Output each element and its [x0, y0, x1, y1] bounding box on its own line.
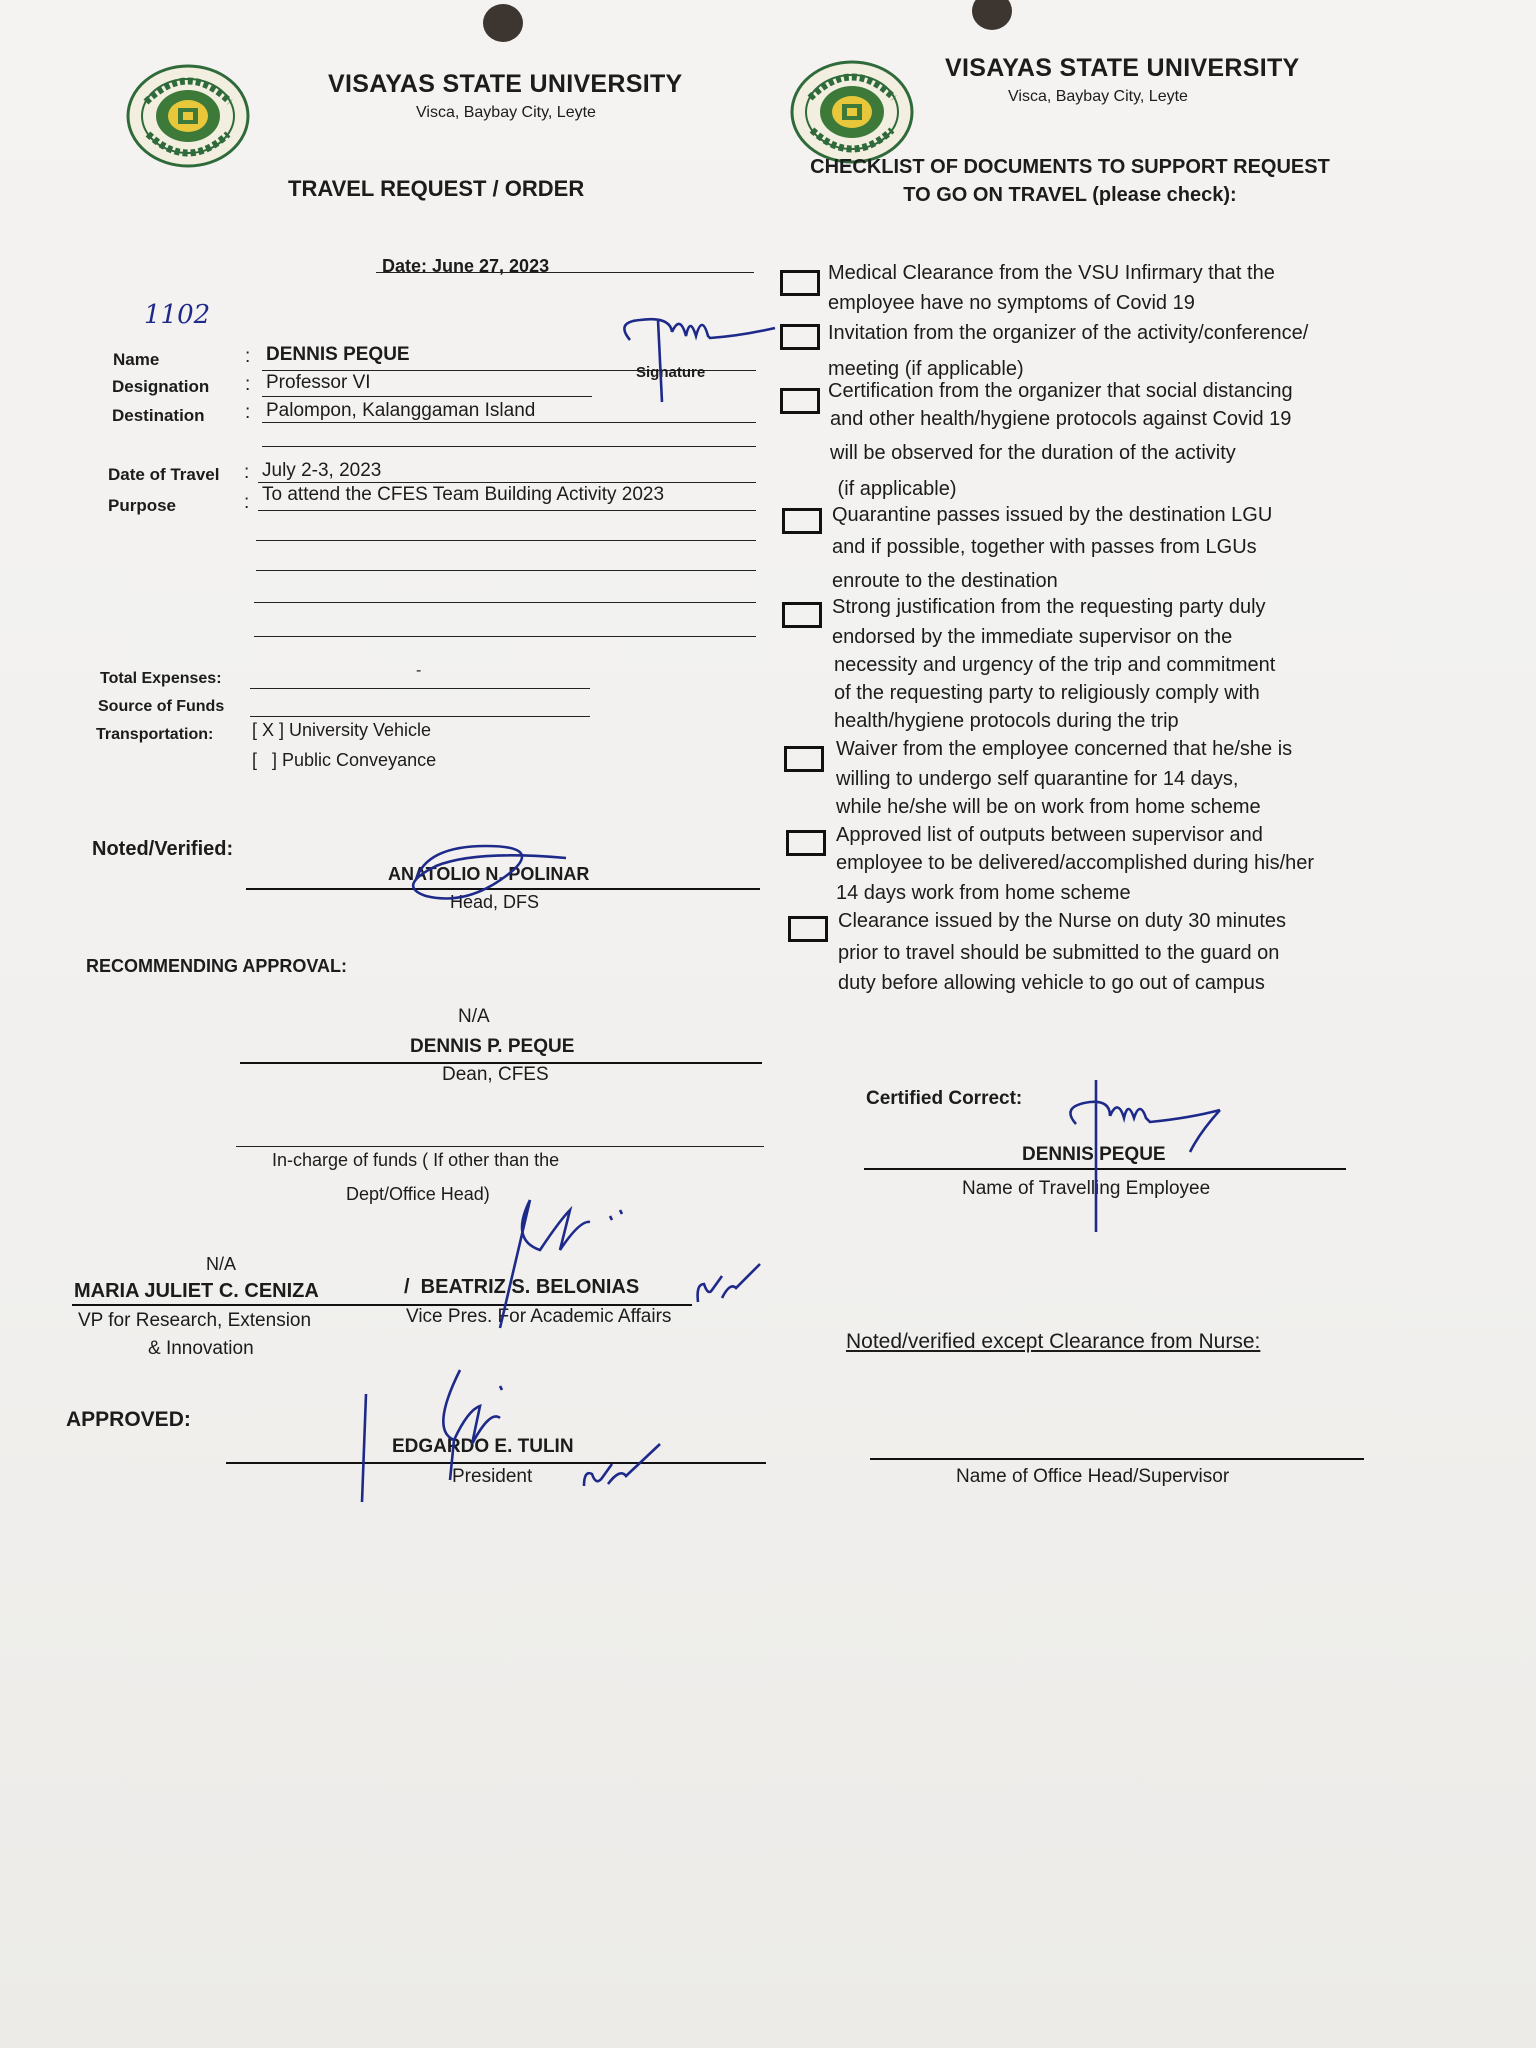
checklist-item-5-line3: necessity and urgency of the trip and commitment [834, 654, 1276, 676]
checklist-item-5-line4: of the requesting party to religiously comply with [834, 682, 1260, 704]
colon: : [245, 346, 251, 367]
source-of-funds-label: Source of Funds [98, 698, 225, 715]
checkbox-certification[interactable] [780, 388, 820, 414]
university-address: Visca, Baybay City, Leyte [416, 104, 596, 121]
requester-signature-icon [610, 292, 790, 432]
president-title: President [452, 1466, 533, 1487]
checklist-item-8-line3: duty before allowing vehicle to go out of campus [838, 972, 1265, 994]
purpose-line-3 [256, 570, 756, 571]
office-head-line [870, 1458, 1364, 1460]
checklist-item-4-line1: Quarantine passes issued by the destination LGU [832, 504, 1273, 526]
punch-hole [972, 0, 1012, 30]
university-address-right: Visca, Baybay City, Leyte [1008, 88, 1188, 105]
university-seal-icon [126, 62, 250, 170]
office-head-caption: Name of Office Head/Supervisor [956, 1466, 1230, 1487]
destination-line-2 [262, 446, 756, 447]
checklist-item-7-line2: employee to be delivered/accomplished during his/her [836, 852, 1315, 874]
employee-name: DENNIS PEQUE [1022, 1144, 1166, 1165]
checklist-item-2-line1: Invitation from the organizer of the activity/conference/ [828, 322, 1309, 344]
noted-title: Head, DFS [450, 892, 540, 912]
checklist-item-3-line2: and other health/hygiene protocols against Covid 19 [830, 408, 1292, 430]
punch-hole [483, 4, 523, 42]
checklist-item-8-line2: prior to travel should be submitted to the guard on [838, 942, 1280, 964]
total-expenses-value: - [416, 662, 422, 679]
purpose-line-4 [254, 602, 756, 603]
employee-caption: Name of Travelling Employee [962, 1178, 1211, 1199]
vp1-title-line1: VP for Research, Extension [78, 1310, 312, 1331]
vp2-name: / BEATRIZ S. BELONIAS [404, 1276, 640, 1298]
colon: : [244, 492, 250, 513]
university-seal-icon [790, 58, 914, 166]
name-label: Name [113, 350, 160, 369]
approved-label: APPROVED: [66, 1408, 191, 1431]
purpose-label: Purpose [108, 496, 177, 515]
request-date: Date: June 27, 2023 [382, 256, 550, 276]
vp1-title-line2: & Innovation [148, 1338, 254, 1359]
date-line [376, 272, 754, 273]
colon: : [245, 374, 251, 395]
form-title: TRAVEL REQUEST / ORDER [288, 176, 585, 201]
vp2-title: Vice Pres. For Academic Affairs [406, 1306, 672, 1327]
checklist-item-1-line1: Medical Clearance from the VSU Infirmary that the [828, 262, 1275, 284]
name-value: DENNIS PEQUE [266, 344, 410, 365]
noted-name: ANATOLIO N. POLINAR [388, 864, 590, 884]
purpose-line [258, 510, 756, 511]
president-name: EDGARDO E. TULIN [392, 1436, 574, 1457]
checklist-title-line2: TO GO ON TRAVEL (please check): [903, 184, 1237, 206]
dean-title: Dean, CFES [442, 1064, 549, 1085]
checklist-item-4-line2: and if possible, together with passes from LGUs [832, 536, 1257, 558]
checklist-item-8-line1: Clearance issued by the Nurse on duty 30 minutes [838, 910, 1287, 932]
funds-incharge-line [236, 1146, 764, 1147]
checklist-item-4-line3: enroute to the destination [832, 570, 1058, 592]
signature-label: Signature [636, 364, 706, 381]
checklist-item-7-line3: 14 days work from home scheme [836, 882, 1131, 904]
checkbox-medical-clearance[interactable] [780, 270, 820, 296]
noted-except-nurse: Noted/verified except Clearance from Nurse: [846, 1330, 1261, 1353]
checklist-item-6-line2: willing to undergo self quarantine for 14 days, [836, 768, 1239, 790]
university-name-right: VISAYAS STATE UNIVERSITY [945, 54, 1300, 82]
colon: : [244, 462, 250, 483]
date-of-travel-label: Date of Travel [108, 465, 220, 484]
designation-value: Professor VI [266, 372, 371, 393]
checklist-item-2-line2: meeting (if applicable) [828, 358, 1024, 380]
employee-signature-icon [1050, 1072, 1230, 1242]
dean-name: DENNIS P. PEQUE [410, 1036, 575, 1057]
checklist-item-5-line2: endorsed by the immediate supervisor on the [832, 626, 1233, 648]
funds-line [250, 716, 590, 717]
vp2-signature-icon [460, 1180, 780, 1330]
checklist-item-6-line3: while he/she will be on work from home scheme [836, 796, 1261, 818]
expenses-line [250, 688, 590, 689]
purpose-value: To attend the CFES Team Building Activity 2023 [262, 484, 665, 505]
colon: : [245, 402, 251, 423]
checkbox-quarantine-passes[interactable] [782, 508, 822, 534]
checkbox-waiver[interactable] [784, 746, 824, 772]
checklist-item-7-line1: Approved list of outputs between supervisor and [836, 824, 1263, 846]
vp1-name: MARIA JULIET C. CENIZA [74, 1280, 319, 1302]
checklist-item-3-line3: will be observed for the duration of the activity [830, 442, 1236, 464]
checkbox-strong-justification[interactable] [782, 602, 822, 628]
president-signature-icon [350, 1360, 690, 1510]
destination-value: Palompon, Kalanggaman Island [266, 400, 536, 421]
funds-incharge-line1: In-charge of funds ( If other than the [272, 1150, 560, 1170]
total-expenses-label: Total Expenses: [100, 670, 222, 687]
transportation-label: Transportation: [96, 726, 214, 743]
handwritten-number: 1102 [144, 300, 211, 330]
university-name: VISAYAS STATE UNIVERSITY [328, 70, 683, 98]
transport-university-vehicle: [ X ] University Vehicle [252, 720, 432, 740]
designation-label: Designation [112, 377, 210, 396]
dean-na: N/A [458, 1006, 490, 1027]
noted-verified-label: Noted/Verified: [92, 838, 234, 860]
checkbox-nurse-clearance[interactable] [788, 916, 828, 942]
checkbox-approved-outputs[interactable] [786, 830, 826, 856]
vp1-na: N/A [206, 1254, 237, 1274]
travel-date-line [258, 482, 756, 483]
checklist-item-3-line1: Certification from the organizer that social distancing [828, 380, 1293, 402]
funds-incharge-line2: Dept/Office Head) [346, 1184, 490, 1204]
checklist-item-6-line1: Waiver from the employee concerned that he/she is [836, 738, 1293, 760]
checkbox-invitation[interactable] [780, 324, 820, 350]
certified-correct-label: Certified Correct: [866, 1088, 1023, 1109]
designation-line [262, 396, 592, 397]
noted-signature-icon [396, 836, 586, 916]
date-of-travel-value: July 2-3, 2023 [262, 460, 382, 481]
checklist-item-5-line1: Strong justification from the requesting party duly [832, 596, 1266, 618]
purpose-line-5 [254, 636, 756, 637]
checklist-title-line1: CHECKLIST OF DOCUMENTS TO SUPPORT REQUEST [810, 156, 1330, 178]
transport-public-conveyance: [ ] Public Conveyance [252, 750, 437, 770]
purpose-line-2 [256, 540, 756, 541]
recommending-approval-label: RECOMMENDING APPROVAL: [86, 956, 347, 976]
destination-label: Destination [112, 406, 205, 425]
checklist-item-3-line4: (if applicable) [832, 478, 957, 500]
checklist-item-1-line2: employee have no symptoms of Covid 19 [828, 292, 1195, 314]
checklist-item-5-line5: health/hygiene protocols during the trip [834, 710, 1179, 732]
